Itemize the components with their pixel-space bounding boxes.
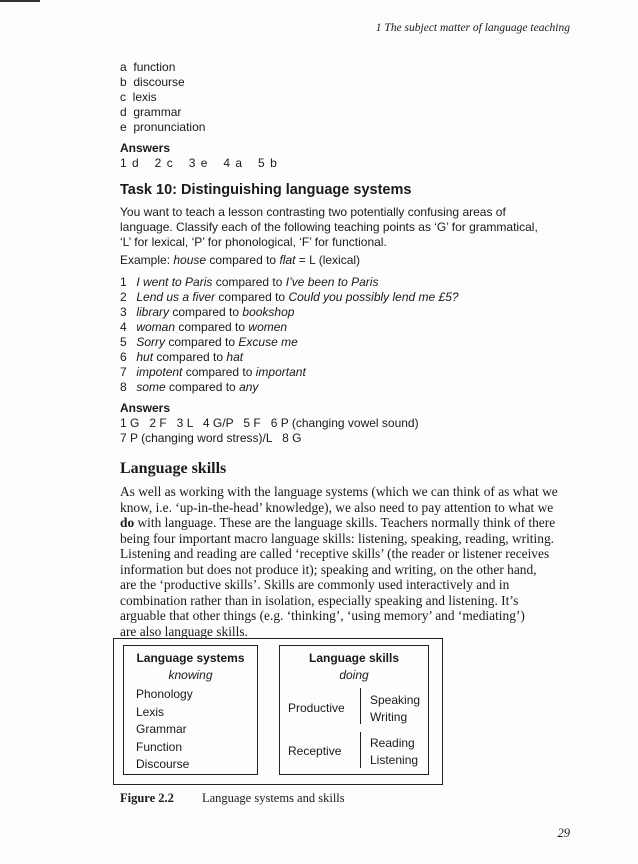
- receptive-bracket: [360, 732, 361, 768]
- paragraph-line: arguable that other things (e.g. ‘thinking’, ‘using memory’ and ‘mediating’): [120, 608, 525, 623]
- productive-bracket: [360, 688, 361, 724]
- caption-label: Figure 2.2: [120, 791, 174, 805]
- answers-1: [120, 141, 560, 171]
- list-item: 6 hut compared to hat: [120, 350, 244, 364]
- top-edge-rule: [0, 0, 40, 2]
- systems-list: [136, 686, 193, 774]
- list-item: 2 Lend us a fiver compared to Could you possibly lend me £5?: [120, 290, 459, 304]
- list-item: 5 Sorry compared to Excuse me: [120, 335, 298, 349]
- intro-line: You want to teach a lesson contrasting two potentially confusing areas of: [120, 205, 506, 219]
- list-item: 4 woman compared to women: [120, 320, 288, 334]
- answers-label: Answers: [120, 141, 171, 155]
- skills-title: Language skills: [308, 651, 400, 665]
- paragraph-line: are the ‘productive skills’. Skills are commonly used interactively and in: [120, 577, 510, 592]
- skills-subtitle: doing: [339, 668, 369, 682]
- list-item: 3 library compared to bookshop: [120, 305, 295, 319]
- skills-paragraph: [120, 484, 575, 639]
- productive-list: [370, 692, 420, 726]
- list-item: Reading: [370, 736, 415, 750]
- intro-line: language. Classify each of the following teaching points as ‘G’ for grammatical,: [120, 220, 538, 234]
- answers-line: 1 G 2 F 3 L 4 G/P 5 F 6 P (changing vowel sound): [120, 416, 419, 430]
- systems-box: [123, 645, 258, 775]
- task-items: [120, 275, 560, 395]
- list-item: Lexis: [136, 704, 165, 719]
- list-item: c lexis: [120, 90, 157, 104]
- task-intro: [120, 205, 560, 250]
- productive-label: Productive: [288, 701, 345, 715]
- answers-2: [120, 401, 560, 446]
- list-item: Writing: [370, 710, 408, 724]
- list-item: d grammar: [120, 105, 182, 119]
- list-item: Function: [136, 739, 183, 754]
- paragraph-line: do with language. These are the language skills. Teachers normally think of there: [120, 515, 556, 530]
- systems-subtitle: knowing: [168, 668, 213, 682]
- list-item: Speaking: [370, 693, 421, 707]
- list-item: Grammar: [136, 722, 187, 736]
- skills-box: [279, 645, 429, 775]
- list-item: Listening: [370, 753, 419, 767]
- list-item: 8 some compared to any: [120, 380, 259, 394]
- task-example: Example: house compared to flat = L (lexical): [120, 253, 361, 267]
- list-item: b discourse: [120, 75, 185, 89]
- list-item: 1 I went to Paris compared to I’ve been to Paris: [120, 275, 379, 289]
- paragraph-line: information but does not produce it); speaking and writing, on the other hand,: [120, 561, 537, 577]
- receptive-label: Receptive: [288, 744, 342, 758]
- caption-text: Language systems and skills: [201, 791, 345, 805]
- paragraph-line: are also language skills.: [120, 623, 248, 639]
- paragraph-line: combination rather than in isolation, especially speaking and listening. It’s: [120, 592, 519, 608]
- figure-2-2: [113, 638, 443, 785]
- paragraph-line: know, i.e. ‘up-in-the-head’ knowledge), we also need to pay attention to what we: [120, 499, 554, 515]
- paragraph-line: being four important macro language skills: listening, speaking, reading, writing.: [120, 530, 554, 546]
- running-head: 1 The subject matter of language teaching: [375, 22, 570, 34]
- figure-caption: [120, 791, 345, 806]
- answers-label: Answers: [120, 401, 171, 415]
- page-number: 29: [557, 826, 570, 840]
- list-item: Discourse: [136, 757, 190, 771]
- receptive-list: [370, 735, 418, 769]
- answers-line: 7 P (changing word stress)/L 8 G: [120, 431, 302, 445]
- answers-text: 1 d 2 c 3 e 4 a 5 b: [120, 156, 277, 170]
- list-item: Phonology: [136, 687, 193, 701]
- list-item: e pronunciation: [120, 120, 206, 134]
- section-title: Language skills: [120, 460, 227, 477]
- paragraph-line: As well as working with the language systems (which we can think of as what we: [120, 484, 558, 499]
- systems-title: Language systems: [136, 651, 245, 665]
- paragraph-line: Listening and reading are called ‘receptive skills’ (the reader or listener receives: [120, 546, 550, 561]
- intro-line: ‘L’ for lexical, ‘P’ for phonological, ‘F’ for functional.: [120, 235, 387, 249]
- options-list: [120, 60, 560, 135]
- list-item: a function: [120, 60, 176, 74]
- list-item: 7 impotent compared to important: [120, 365, 306, 379]
- task-title: Task 10: Distinguishing language systems: [120, 182, 412, 198]
